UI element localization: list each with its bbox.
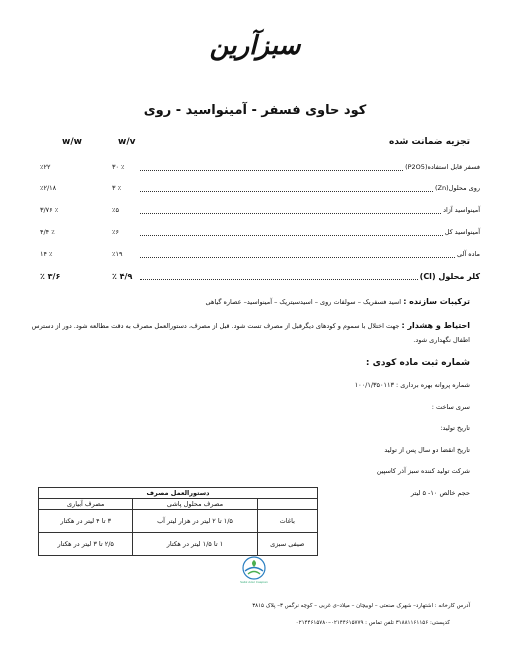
analysis-row-label: آمینواسید کل xyxy=(444,228,480,236)
analysis-row-organic-matter xyxy=(40,248,480,260)
table-row xyxy=(39,533,318,556)
dotted-leader xyxy=(140,185,433,192)
usage-table-title: دستورالعمل مصرف xyxy=(39,488,318,499)
analysis-row-ww: ٪ ۳/۷۶ xyxy=(40,206,59,214)
usage-foliar: ۱/۵ تا ۲ لیتر در هزار لیتر آب xyxy=(133,510,257,533)
composition-text: اسید فسفریک – سولفات روی – اسیدسیتریک – آمینواسید– عصاره گیاهی xyxy=(205,298,402,306)
dotted-leader xyxy=(140,229,443,236)
footer-address: آدرس کارخانه : اشتهارد– شهرک صنعتی – لوبیچان – میلاد–ی غربی – کوچه نرگس ۳– پلاک ۳۸۱۵ xyxy=(252,603,470,609)
analysis-row-label: روی محلول(Zn) xyxy=(434,184,480,192)
registration-title: شماره ثبت ماده کودی : xyxy=(365,358,470,368)
composition-label: ترکیبات سازنده : xyxy=(403,297,470,306)
warning xyxy=(30,319,470,347)
analysis-col-vv: w/v xyxy=(118,137,136,147)
table-row xyxy=(39,510,318,533)
analysis-row-zinc xyxy=(40,182,480,194)
expiry-note: تاریخ انقضا دو سال پس از تولید xyxy=(384,446,470,454)
usage-table-header-row xyxy=(39,499,318,510)
license-number: شماره پروانه بهره برداری : ۱۰۰/۱/۳۵۰۱۱۳ xyxy=(354,381,470,389)
analysis-row-vv: ٪ ۳۰ xyxy=(112,163,125,171)
net-volume: حجم خالص ۱۰- ۵ لیتر xyxy=(410,489,470,497)
leaf-globe-icon xyxy=(241,556,267,580)
usage-crop: باغات xyxy=(257,510,317,533)
product-title: کود حاوی فسفر - آمینواسید - روی xyxy=(143,103,367,118)
production-date: تاریخ تولید: xyxy=(440,424,470,432)
usage-table-header-empty xyxy=(257,499,317,510)
analysis-row-vv: ۴/۹ ٪ xyxy=(112,271,133,281)
warning-label: احتیاط و هشدار : xyxy=(401,321,470,330)
producer-company: شرکت تولید کننده سبز آذر کاسپین xyxy=(376,467,470,475)
analysis-row-chlorine xyxy=(40,270,480,282)
brand-logo-text: سبزآرین xyxy=(209,31,301,61)
usage-irrigation: ۳ تا ۴ لیتر در هکتار xyxy=(39,510,133,533)
batch-serial: سری ساخت : xyxy=(431,403,470,411)
usage-table-title-row xyxy=(39,488,318,499)
company-badge xyxy=(238,556,270,588)
analysis-section-title: تجزیه ضمانت شده xyxy=(389,137,470,147)
analysis-row-vv: ٪ ۳ xyxy=(112,184,122,192)
analysis-row-ww: ٪ ۱۴ xyxy=(40,250,53,258)
footer-contact: کدپستی: ۳۱۸۸۱۱۶۱۱۵۶ تلفن تماس : ۰۲۱۴۴۶۱۵۷۷۹–۰۲۱۴۴۶۱۵۷۸۰ xyxy=(295,620,450,626)
usage-irrigation: ۲/۵ تا ۳ لیتر در هکتار xyxy=(39,533,133,556)
composition xyxy=(30,295,470,309)
analysis-row-label: ماده آلی xyxy=(456,250,480,258)
analysis-row-phosphorus xyxy=(40,161,480,173)
analysis-row-label: کلر محلول (Cl) xyxy=(419,271,480,281)
dotted-leader xyxy=(140,273,418,280)
analysis-row-ww: ۳/۶ ٪ xyxy=(40,271,61,281)
analysis-row-ww: ٪۲/۱۸ xyxy=(40,184,57,192)
analysis-row-ww: ٪۲۲ xyxy=(40,163,51,171)
dotted-leader xyxy=(140,207,441,214)
usage-table-header-foliar: مصرف محلول پاشی xyxy=(133,499,257,510)
analysis-row-label: آمینواسید آزاد xyxy=(443,206,480,214)
warning-text: جهت اختلال با سموم و کودهای دیگرقبل از مصرف تست شود. قبل از مصرف، دستورالعمل مصرف به دقت مطالعه شود. دور از دسترس اطفال نگهداری شود. xyxy=(31,322,470,344)
analysis-row-vv: ٪۵ xyxy=(112,206,119,214)
dotted-leader xyxy=(140,164,403,171)
usage-crop: صیفی سبزی xyxy=(257,533,317,556)
usage-table xyxy=(38,487,318,556)
analysis-row-free-amino xyxy=(40,204,480,216)
analysis-row-ww: ٪ ۴/۴ xyxy=(40,228,55,236)
analysis-row-vv: ٪۱۹ xyxy=(112,250,123,258)
analysis-row-total-amino xyxy=(40,226,480,238)
dotted-leader xyxy=(140,251,455,258)
usage-table-header-irrigation: مصرف آبیاری xyxy=(39,499,133,510)
brand-logo xyxy=(190,26,320,66)
usage-foliar: ۱ تا ۱/۵ لیتر در هکتار xyxy=(133,533,257,556)
analysis-row-label: فسفر قابل استفاده(P2O5) xyxy=(405,163,480,171)
analysis-col-ww: w/w xyxy=(62,137,82,147)
badge-text: Sabz Azar Caspian xyxy=(240,580,268,584)
analysis-row-vv: ٪۶ xyxy=(112,228,119,236)
